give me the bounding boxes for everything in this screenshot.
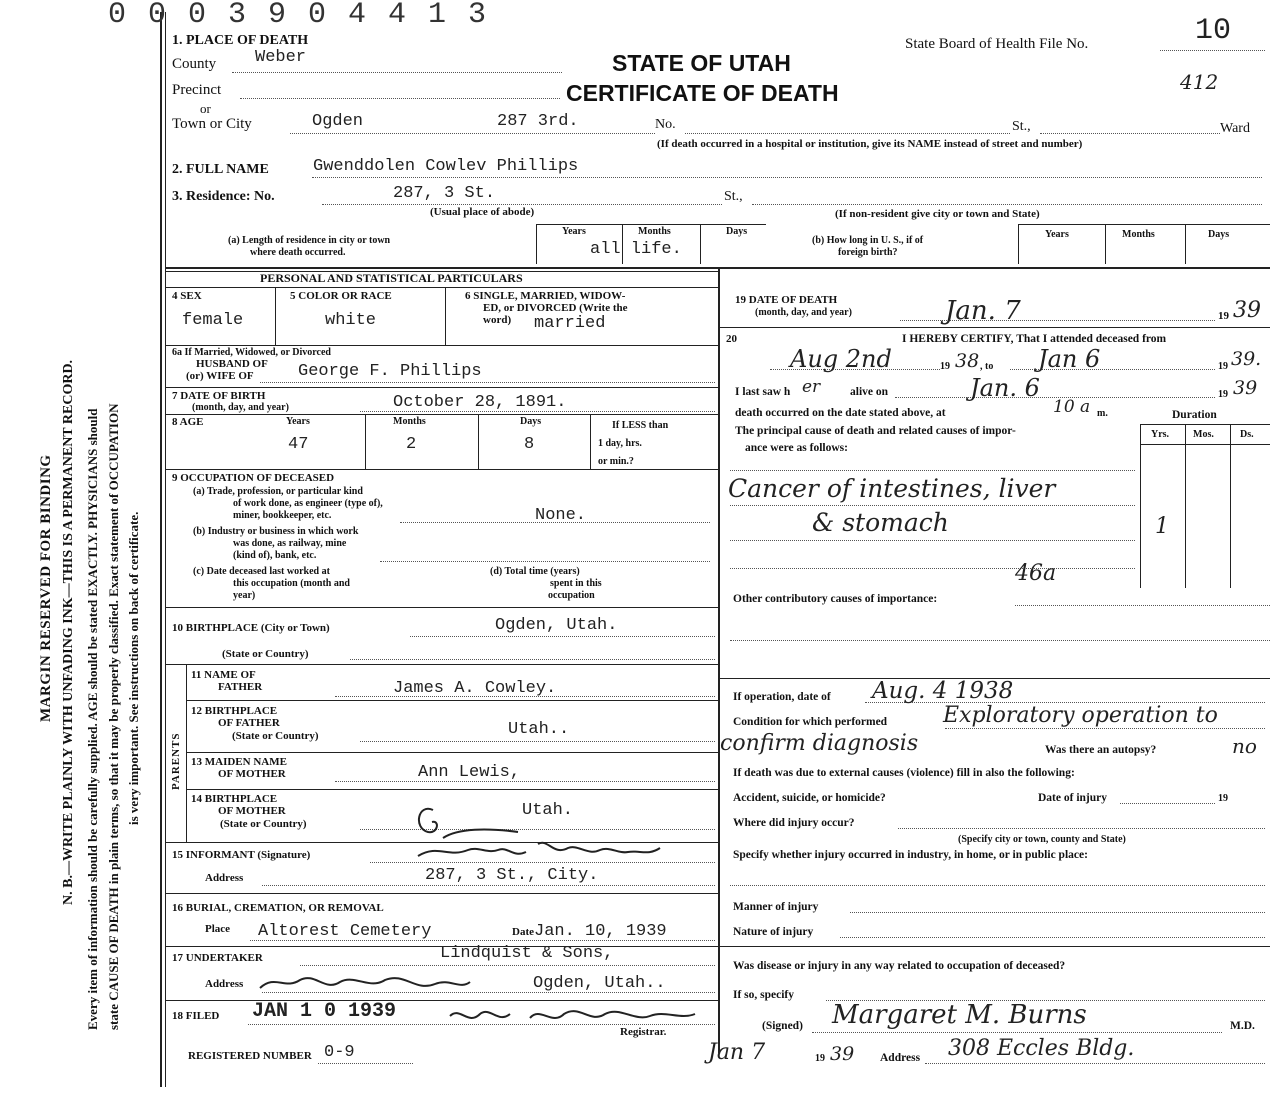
attended-to-value: Jan 6 [1038, 345, 1101, 373]
registrar-signature [440, 1000, 720, 1030]
meridiem-label: m. [1097, 408, 1108, 419]
specify-industry-label: Specify whether injury occurred in industry, in home, or in public place: [733, 849, 1088, 861]
color-label: 5 COLOR OR RACE [290, 290, 392, 302]
duration-label: Duration [1172, 409, 1217, 421]
occupation-label: 9 OCCUPATION OF DECEASED [172, 472, 335, 484]
form-left-border-inner [165, 12, 166, 1087]
center-divider [718, 268, 720, 1053]
dod-year-prefix: 19 [1218, 310, 1229, 322]
signed-date-value: Jan 7 [708, 1040, 766, 1065]
certificate-number: 0 0 0 3 9 0 4 4 1 3 [108, 0, 489, 32]
attended-from-year: 38 [955, 350, 980, 372]
undertaker-address-scribble [255, 966, 475, 998]
personal-particulars-heading: PERSONAL AND STATISTICAL PARTICULARS [260, 271, 523, 285]
cause-label-2: ance were as follows: [745, 442, 848, 454]
occupation-c-3: year) [233, 590, 256, 601]
burial-label: 16 BURIAL, CREMATION, OR REMOVAL [172, 902, 384, 914]
manner-of-injury-label: Manner of injury [733, 901, 819, 913]
physician-signature: Margaret M. Burns [832, 1000, 1087, 1030]
autopsy-value: no [1232, 734, 1257, 758]
town-value: Ogden [312, 112, 364, 131]
county-value: Weber [255, 48, 307, 67]
informant-address-value: 287, 3 St., City. [425, 866, 599, 885]
father-name-label-1: 11 NAME OF [191, 669, 256, 681]
undertaker-label: 17 UNDERTAKER [172, 952, 263, 964]
date-of-death-value: Jan. 7 [945, 296, 1021, 326]
where-injury-label: Where did injury occur? [733, 817, 855, 829]
burial-date-value: Jan. 10, 1939 [534, 922, 667, 941]
burial-place-label: Place [205, 923, 231, 935]
res-months-header: Months [638, 226, 671, 237]
length-residence-label-1: (a) Length of residence in city or town [228, 235, 391, 246]
last-saw-date-value: Jan. 6 [970, 374, 1040, 402]
signed-label: (Signed) [762, 1020, 803, 1032]
specify-city-label: (Specify city or town, county and State) [958, 834, 1126, 845]
margin-instructions-3: is very important. See instructions on back of certificate. [126, 511, 141, 825]
classification-code: 46a [1015, 561, 1057, 586]
occupation-a-3: miner, bookkeeper, etc. [233, 510, 332, 521]
registrar-label: Registrar. [620, 1026, 667, 1038]
operation-date-value: Aug. 4 1938 [872, 678, 1014, 704]
occupation-b-2: was done, as railway, mine [233, 538, 347, 549]
nature-of-injury-label: Nature of injury [733, 926, 814, 938]
mother-name-value: Ann Lewis, [418, 763, 521, 782]
mother-birthplace-label-1: 14 BIRTHPLACE [191, 793, 278, 805]
marital-label-2: ED, or DIVORCED (Write the [483, 302, 628, 314]
dod-year-value: 39 [1233, 298, 1261, 323]
town-label: Town or City [172, 116, 252, 132]
father-name-label-2: FATHER [218, 681, 263, 693]
certificate-title: CERTIFICATE OF DEATH [566, 80, 839, 106]
father-birthplace-value: Utah.. [508, 720, 570, 739]
abode-note: (Usual place of abode) [430, 206, 535, 218]
father-birthplace-label-1: 12 BIRTHPLACE [191, 705, 278, 717]
last-saw-year: 39 [1233, 377, 1258, 399]
residence-length-value: all life. [590, 240, 682, 259]
father-birthplace-label-3: (State or Country) [232, 730, 319, 742]
date-of-death-label-2: (month, day, and year) [755, 307, 852, 318]
dob-label-1: 7 DATE OF BIRTH [172, 390, 266, 402]
husband-label-3: (or) WIFE OF [186, 370, 254, 382]
street-label: St., [1012, 119, 1031, 134]
occupation-d-1: (d) Total time (years) [490, 566, 580, 577]
less-than-label-3: or min.? [598, 456, 634, 467]
occupation-b-3: (kind of), bank, etc. [233, 550, 317, 561]
certify-text: I HEREBY CERTIFY, That I attended deceased from [902, 333, 1167, 345]
condition-label: Condition for which performed [733, 716, 888, 728]
physician-address-value: 308 Eccles Bldg. [948, 1036, 1135, 1061]
last-saw-year-prefix: 19 [1218, 389, 1228, 400]
occupation-b-1: (b) Industry or business in which work [193, 526, 359, 537]
nonresident-note: (If non-resident give city or town and State) [835, 208, 1040, 220]
filed-label: 18 FILED [172, 1010, 220, 1022]
undertaker-value: Lindquist & Sons, [440, 944, 614, 963]
occupation-d-2: spent in this [550, 578, 602, 589]
dob-label-2: (month, day, and year) [192, 402, 289, 413]
attended-from-value: Aug 2nd [790, 345, 892, 373]
mother-birthplace-label-3: (State or Country) [220, 818, 307, 830]
age-months-header: Months [393, 416, 426, 427]
age-months-value: 2 [406, 435, 417, 454]
attended-to-year-prefix: 19 [1218, 361, 1228, 372]
or-label: or [200, 101, 211, 116]
mother-name-label-2: OF MOTHER [218, 768, 286, 780]
residence-value: 287, 3 St. [393, 184, 496, 203]
marital-label-1: 6 SINGLE, MARRIED, WIDOW- [465, 290, 626, 302]
occupation-c-2: this occupation (month and [233, 578, 350, 589]
sex-value: female [182, 311, 244, 330]
birthplace-value: Ogden, Utah. [495, 616, 618, 635]
occupation-c-1: (c) Date deceased last worked at [193, 566, 330, 577]
less-than-label-1: If LESS than [612, 420, 669, 431]
cause-of-death-line-2: & stomach [812, 508, 949, 537]
accident-label: Accident, suicide, or homicide? [733, 792, 886, 804]
file-sub-number: 412 [1180, 70, 1219, 94]
age-label: 8 AGE [172, 416, 204, 428]
sex-label: 4 SEX [172, 290, 202, 302]
husband-label-1: 6a If Married, Widowed, or Divorced [172, 347, 331, 358]
place-of-death-heading: 1. PLACE OF DEATH [172, 33, 309, 48]
duration-years-header: Yrs. [1151, 429, 1170, 440]
board-file-label: State Board of Health File No. [905, 36, 1089, 52]
md-label: M.D. [1230, 1020, 1255, 1032]
mother-name-label-1: 13 MAIDEN NAME [191, 756, 287, 768]
occupation-value: None. [535, 506, 587, 525]
filed-date-value: JAN 1 0 1939 [252, 1000, 397, 1023]
age-years-header: Years [286, 416, 310, 427]
cause-label-1: The principal cause of death and related causes of impor- [735, 425, 1016, 437]
residence-st-label: St., [724, 189, 743, 204]
duration-days-header: Ds. [1240, 429, 1254, 440]
death-occurred-label: death occurred on the date stated above, at [735, 407, 946, 419]
margin-instructions-1: Every item of information should be carefully supplied. AGE should be stated EXACTLY. PHYSICIANS should [85, 408, 100, 1030]
birthplace-state-label: (State or Country) [222, 648, 309, 660]
form-left-border [160, 12, 162, 1087]
mother-birthplace-value: Utah. [522, 801, 574, 820]
informant-address-label: Address [205, 872, 244, 884]
father-name-value: James A. Cowley. [393, 679, 557, 698]
occupation-d-3: occupation [548, 590, 595, 601]
contributory-label: Other contributory causes of importance: [733, 593, 938, 605]
last-saw-label: I last saw h [735, 386, 791, 398]
county-label: County [172, 56, 217, 72]
us-months-header: Months [1122, 229, 1155, 240]
registered-number-value: 0-9 [324, 1043, 355, 1062]
occupation-related-label: Was disease or injury in any way related to occupation of deceased? [733, 960, 1066, 972]
attended-to-label: , to [980, 361, 994, 372]
margin-permanent-record-text: N. B.—WRITE PLAINLY WITH UNFADING INK—THIS IS A PERMANENT RECORD. [61, 359, 76, 905]
res-years-header: Years [562, 226, 586, 237]
father-birthplace-label-2: OF FATHER [218, 717, 280, 729]
date-of-injury-label: Date of injury [1038, 792, 1107, 804]
age-days-header: Days [520, 416, 542, 427]
less-than-label-2: 1 day, hrs. [598, 438, 642, 449]
age-years-value: 47 [288, 435, 309, 454]
parents-side-label: PARENTS [170, 732, 182, 790]
ward-label: Ward [1220, 121, 1250, 136]
date-of-injury-year-prefix: 19 [1218, 793, 1228, 804]
husband-label-2: HUSBAND OF [196, 358, 268, 370]
mother-birthplace-label-2: OF MOTHER [218, 805, 286, 817]
us-years-header: Years [1045, 229, 1069, 240]
hospital-note: (If death occurred in a hospital or institution, give its NAME instead of street and number) [657, 138, 1083, 150]
condition-value-line-1: Exploratory operation to [943, 703, 1218, 728]
marital-value: married [534, 314, 606, 333]
condition-value-line-2: confirm diagnosis [720, 731, 919, 756]
informant-signature [378, 798, 678, 870]
signed-year-prefix: 19 [815, 1053, 825, 1064]
dob-value: October 28, 1891. [393, 393, 567, 412]
marital-label-3: word) [483, 314, 512, 326]
burial-place-value: Altorest Cemetery [258, 922, 432, 941]
file-number: 10 [1195, 14, 1232, 48]
certify-number: 20 [726, 333, 737, 345]
res-days-header: Days [726, 226, 748, 237]
residence-label: 3. Residence: No. [172, 189, 275, 204]
date-of-death-label-1: 19 DATE OF DEATH [735, 294, 838, 306]
external-causes-label: If death was due to external causes (violence) fill in also the following: [733, 767, 1075, 779]
undertaker-address-label: Address [205, 978, 244, 990]
foreign-birth-label-1: (b) How long in U. S., if of [812, 235, 924, 246]
margin-instructions-2: state CAUSE OF DEATH in plain terms, so that it may be properly classified. Exact statement of OCCUPATION [106, 403, 121, 1030]
full-name-label: 2. FULL NAME [172, 162, 269, 177]
occupation-a-1: (a) Trade, profession, or particular kind [193, 486, 363, 497]
precinct-label: Precinct [172, 82, 222, 98]
margin-binding-text: MARGIN RESERVED FOR BINDING [38, 454, 54, 722]
street-value: 287 3rd. [497, 112, 579, 131]
registered-number-label: REGISTERED NUMBER [188, 1050, 312, 1062]
birthplace-label: 10 BIRTHPLACE (City or Town) [172, 622, 330, 634]
length-residence-label-2: where death occurred. [250, 247, 346, 258]
informant-label: 15 INFORMANT (Signature) [172, 849, 311, 861]
full-name-value: Gwenddolen Cowlev Phillips [313, 157, 579, 176]
attended-to-year: 39. [1231, 348, 1262, 370]
state-title: STATE OF UTAH [612, 50, 791, 76]
us-days-header: Days [1208, 229, 1230, 240]
alive-on-label: alive on [850, 386, 889, 398]
occupation-a-2: of work done, as engineer (type of), [233, 498, 383, 509]
husband-value: George F. Phillips [298, 362, 482, 381]
operation-date-label: If operation, date of [733, 691, 831, 703]
number-label: No. [655, 117, 676, 132]
foreign-birth-label-2: foreign birth? [838, 247, 898, 258]
last-saw-her-value: er [802, 377, 821, 397]
color-value: white [325, 311, 377, 330]
death-time-value: 10 a [1053, 397, 1091, 417]
physician-address-label: Address [880, 1052, 921, 1064]
burial-date-label: Date [512, 926, 534, 938]
if-so-specify-label: If so, specify [733, 989, 795, 1001]
undertaker-address-value: Ogden, Utah.. [533, 974, 666, 993]
autopsy-label: Was there an autopsy? [1045, 744, 1157, 756]
signed-year-value: 39 [830, 1043, 855, 1065]
cause-duration-years: 1 [1155, 514, 1169, 539]
cause-of-death-line-1: Cancer of intestines, liver [728, 474, 1056, 503]
duration-months-header: Mos. [1193, 429, 1214, 440]
attended-from-year-prefix: 19 [940, 361, 950, 372]
age-days-value: 8 [524, 435, 535, 454]
